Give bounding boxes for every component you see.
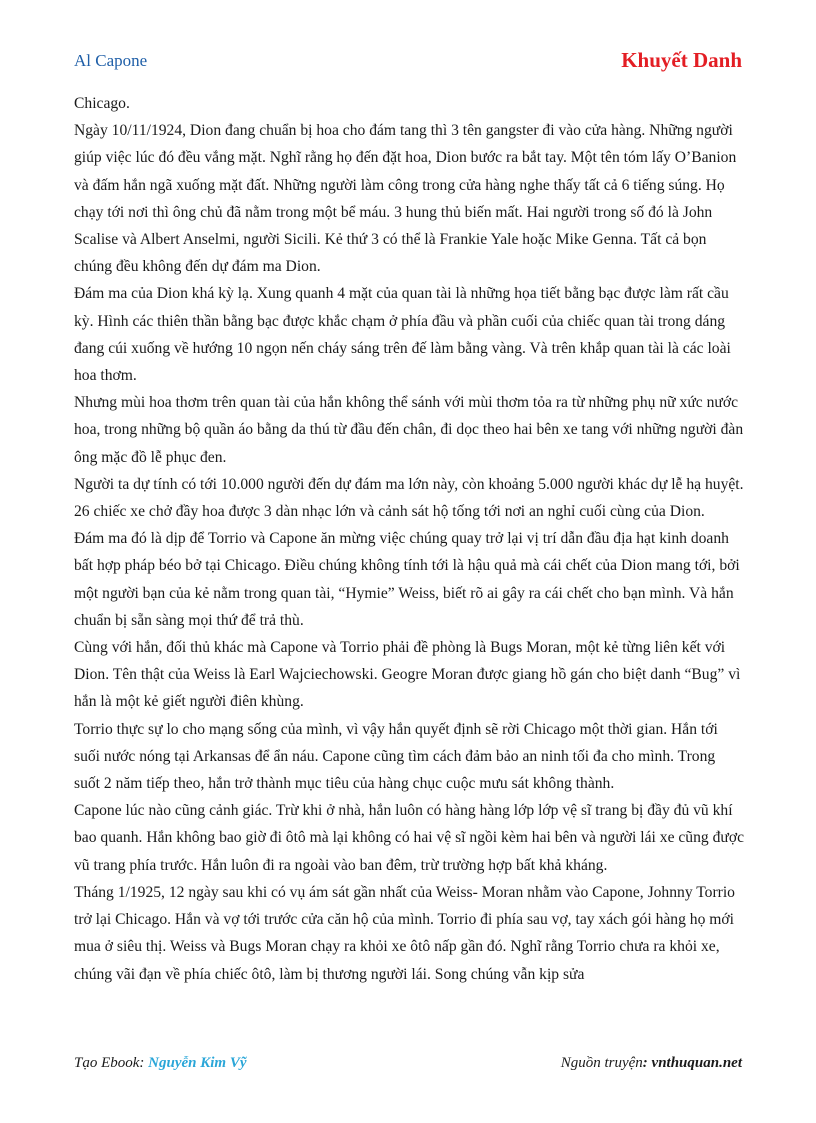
paragraph: Ngày 10/11/1924, Dion đang chuẩn bị hoa cho đám tang thì 3 tên gangster đi vào cửa hàng. Những người giúp việc lúc đó đều vắng mặt. Nghĩ rằng họ đến đặt hoa, Dion bước ra bắt tay. Một tên tóm lấy O’Banion và đấm hắn ngã xuống mặt đất. Những người làm công trong cửa hàng nghe thấy tất cả 6 tiếng súng. Họ chạy tới nơi thì ông chủ đã nằm trong một bể máu. 3 hung thủ biến mất. Hai người trong số đó là John Scalise và Albert Anselmi, người Sicili. Kẻ thứ 3 có thể là Frankie Yale hoặc Mike Genna. Tất cả bọn chúng đều không đến dự đám ma Dion. bbox=[74, 122, 737, 276]
paragraph: Chicago. bbox=[74, 95, 130, 112]
paragraph: Capone lúc nào cũng cảnh giác. Trừ khi ở nhà, hắn luôn có hàng hàng lớp lớp vệ sĩ trang bị đầy đủ vũ khí bao quanh. Hắn không bao giờ đi ôtô mà lại không có hai vệ sĩ ngồi kèm hai bên và người lái xe cũng được vũ trang phía trước. Hắn luôn đi ra ngoài vào ban đêm, trừ trường hợp bất khả kháng. bbox=[74, 802, 745, 874]
paragraph: Đám ma đó là dịp để Torrio và Capone ăn mừng việc chúng quay trở lại vị trí dẫn đầu địa hạt kinh doanh bất hợp pháp béo bở tại Chicago. Điều chúng không tính tới là hậu quả mà cái chết của Dion mang tới, bởi một người bạn của kẻ nằm trong quan tài, “Hymie” Weiss, biết rõ ai gây ra cái chết cho bạn mình. Và hắn chuẩn bị sẵn sàng mọi thứ để trả thù. bbox=[74, 530, 740, 629]
footer-source-site: vnthuquan.net bbox=[651, 1055, 742, 1071]
paragraph: Cùng với hắn, đối thủ khác mà Capone và Torrio phải đề phòng là Bugs Moran, một kẻ từng liên kết với Dion. Tên thật của Weiss là Earl Wajciechowski. Geogre Moran được giang hồ gán cho biệt danh “Bug” vì hắn là một kẻ giết người điên khùng. bbox=[74, 639, 741, 711]
body-text bbox=[74, 90, 744, 988]
footer-source-credit bbox=[561, 1055, 742, 1072]
paragraph: Nhưng mùi hoa thơm trên quan tài của hắn không thể sánh với mùi thơm tỏa ra từ những phụ nữ xức nước hoa, trong những bộ quần áo bằng da thú từ đầu đến chân, đi dọc theo hai bên xe tang với những người đàn ông mặc đồ lễ phục đen. bbox=[74, 394, 744, 466]
header-author: Khuyết Danh bbox=[621, 48, 742, 72]
header-title: Al Capone bbox=[74, 51, 148, 70]
paragraph: Người ta dự tính có tới 10.000 người đến dự đám ma lớn này, còn khoảng 5.000 người khác dự lễ hạ huyệt. 26 chiếc xe chở đầy hoa được 3 dàn nhạc lớn và cảnh sát hộ tống tới nơi an nghỉ cuối cùng của Dion. bbox=[74, 475, 744, 521]
footer-ebook-separator: : bbox=[139, 1055, 149, 1071]
paragraph: Tháng 1/1925, 12 ngày sau khi có vụ ám sát gần nhất của Weiss- Moran nhằm vào Capone, Johnny Torrio trở lại Chicago. Hắn và vợ tới trước cửa căn hộ của mình. Torrio đi phía sau vợ, tay xách gói hàng họ mới mua ở siêu thị. Weiss và Bugs Moran chạy ra khỏi xe ôtô nấp gần đó. Nghĩ rằng Torrio chưa ra khỏi xe, chúng vãi đạn về phía chiếc ôtô, làm bị thương người lái. Song chúng vẫn kịp sửa bbox=[74, 883, 735, 983]
footer-ebook-credit bbox=[74, 1055, 247, 1072]
footer-source-separator: : bbox=[642, 1055, 652, 1071]
paragraph: Torrio thực sự lo cho mạng sống của mình, vì vậy hắn quyết định sẽ rời Chicago một thời gian. Hắn tới suối nước nóng tại Arkansas để ẩn náu. Capone cũng tìm cách đảm bảo an ninh tối đa cho mình. Trong suốt 2 năm tiếp theo, hắn trở thành mục tiêu của hàng chục cuộc mưu sát không thành. bbox=[74, 720, 718, 793]
footer-ebook-label: Tạo Ebook bbox=[74, 1055, 140, 1071]
paragraph: Đám ma của Dion khá kỳ lạ. Xung quanh 4 mặt của quan tài là những họa tiết bằng bạc được làm rất cầu kỳ. Hình các thiên thần bằng bạc được khắc chạm ở phía đầu và phần cuối của chiếc quan tài trong dáng đang cúi xuống về hướng 10 ngọn nến cháy sáng trên đế làm bằng vàng. Và trên khắp quan tài là các loài hoa thơm. bbox=[74, 285, 731, 385]
footer-ebook-name: Nguyễn Kim Vỹ bbox=[148, 1055, 247, 1071]
footer-source-label: Nguồn truyện bbox=[560, 1055, 643, 1071]
